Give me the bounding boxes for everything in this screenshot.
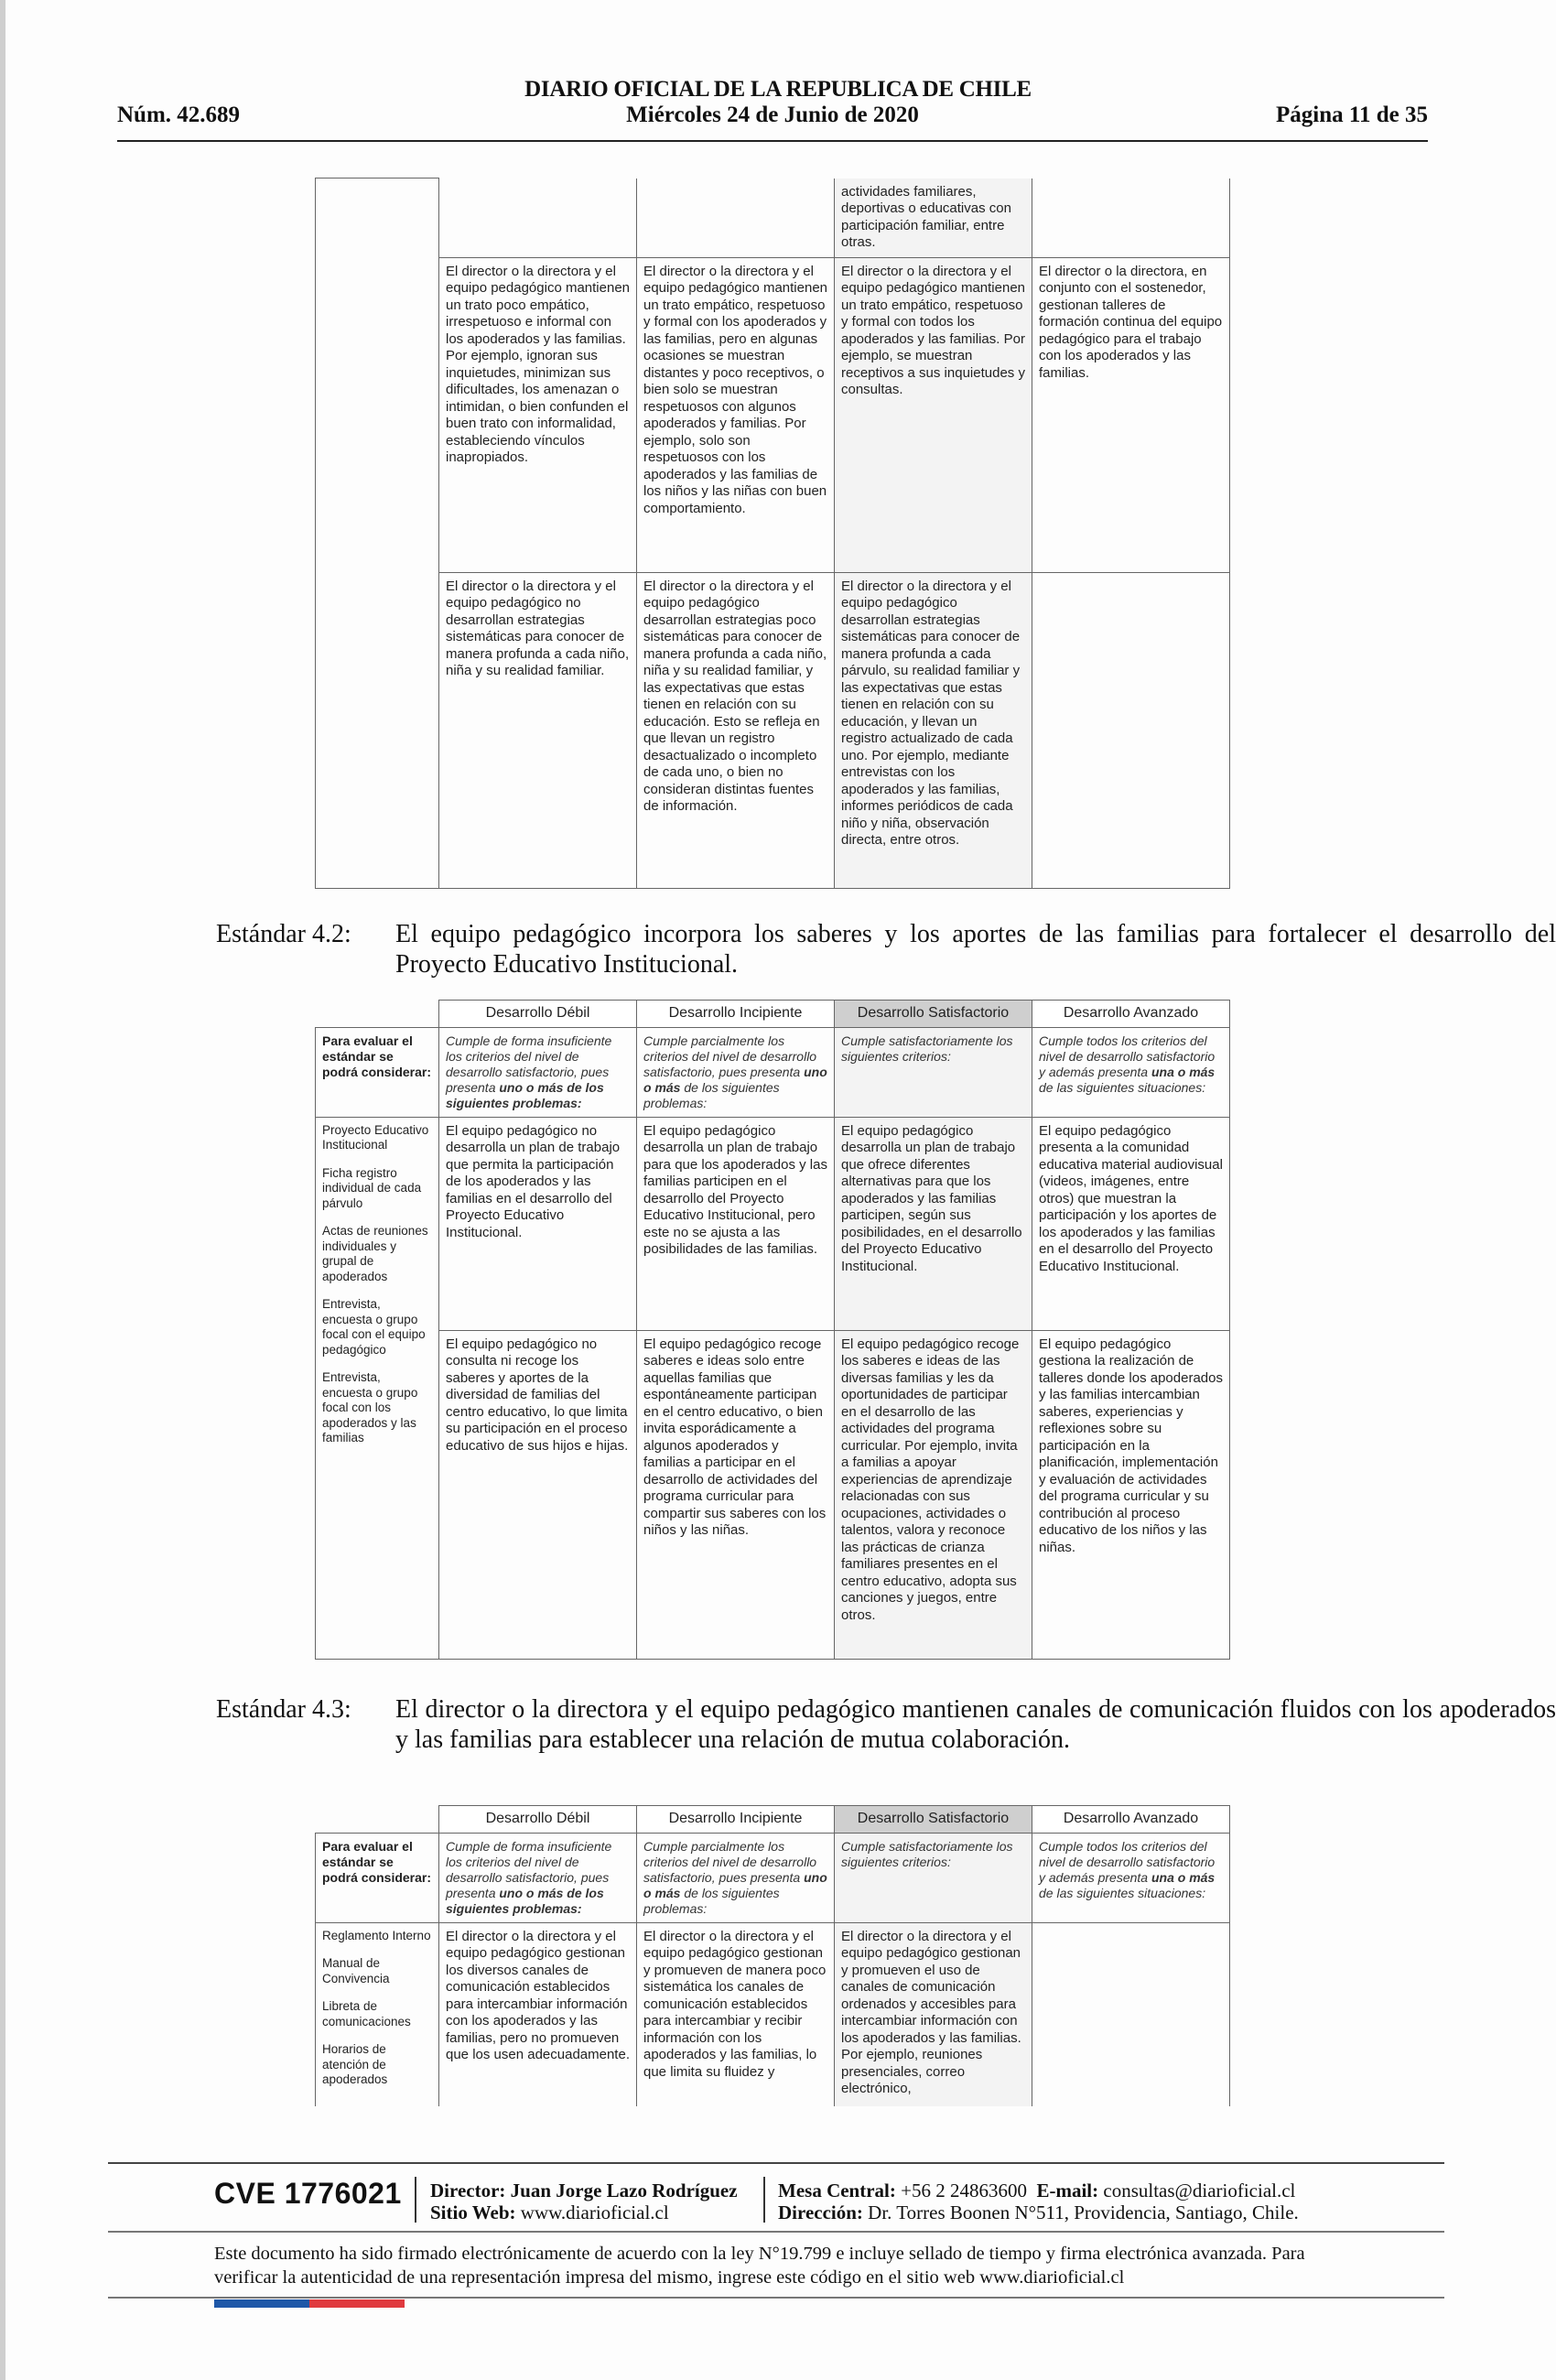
website-link[interactable]: www.diarioficial.cl (520, 2202, 669, 2223)
legal-notice: Este documento ha sido firmado electrónicamente de acuerdo con la ley N°19.799 e incluye sellado de tiempo y firma electrónica avanzada. Para verificar la autenticidad de una representación impresa del mismo, ingrese este código en el sitio web www.diarioficial.cl (214, 2244, 1305, 2288)
criteria-avanzado: Cumple todos los criterios del nivel de desarrollo satisfactorio y además presenta una o más de las siguientes situaciones: (1032, 1833, 1230, 1922)
level-header-satisfactorio: Desarrollo Satisfactorio (835, 1001, 1032, 1028)
table-cell (1032, 572, 1230, 888)
criteria-row (316, 1027, 1230, 1117)
criteria-debil: Cumple de forma insuficiente los criterios del nivel de desarrollo satisfactorio, pues presenta uno o más de los siguientes problemas: (439, 1833, 637, 1922)
table-cell: El director o la directora y el equipo pedagógico mantienen un trato empático, respetuoso y formal con los apoderados y las familias, pero en algunas ocasiones se muestran distantes y poco receptivos, o bien solo se muestran respetuosos con algunos apoderados y familias. Por ejemplo, solo son respetuosos con los apoderados y las familias de los niños y las niñas con buen comportamiento. (637, 257, 835, 572)
footer-separator (763, 2177, 765, 2223)
source-item: Manual de Convivencia (322, 1956, 390, 1985)
source-item: Horarios de atención de apoderados (322, 2042, 388, 2086)
footer-rule (108, 2297, 1444, 2299)
table-cell: El director o la directora y el equipo pedagógico mantienen un trato poco empático, irrespetuoso e informal con los apoderados y las familias. Por ejemplo, ignoran sus inquietudes, minimizan sus dificultades, los amenazan o intimidan, o bien confunden el buen trato con informalidad, estableciendo vínculos inapropiados. (439, 257, 637, 572)
table-cell (439, 178, 637, 258)
level-header-debil: Desarrollo Débil (439, 1001, 637, 1028)
criteria-incipiente: Cumple parcialmente los criterios del nivel de desarrollo satisfactorio, pues presenta uno o más de los siguientes problemas: (637, 1027, 835, 1117)
table-cell: El director o la directora y el equipo pedagógico mantienen un trato empático, respetuoso y formal con todos los apoderados y las familias. Por ejemplo, se muestran receptivos a sus inquietudes y consultas. (835, 257, 1032, 572)
table-row (316, 1922, 1230, 2106)
table-row (316, 178, 1230, 258)
scan-edge (0, 0, 5, 2380)
source-item: Proyecto Educativo Institucional (322, 1122, 429, 1152)
criteria-debil: Cumple de forma insuficiente los criterios del nivel de desarrollo satisfactorio, pues presenta uno o más de los siguientes problemas: (439, 1027, 637, 1117)
evidence-sources (316, 1922, 439, 2106)
issue-date: Miércoles 24 de Junio de 2020 (626, 103, 919, 127)
table-cell: El equipo pedagógico gestiona la realización de talleres donde los apoderados y las familias intercambian saberes, experiencias y reflexiones sobre su participación en la planificación, implementación y evaluación de actividades del programa curricular y su contribución al proceso educativo de los niños y las niñas. (1032, 1330, 1230, 1659)
cve-code: CVE 1776021 (214, 2177, 402, 2210)
evidence-sources (316, 1117, 439, 1659)
level-header-avanzado: Desarrollo Avanzado (1032, 1001, 1230, 1028)
email-link[interactable]: consultas@diarioficial.cl (1103, 2180, 1296, 2202)
table-cell: El director o la directora y el equipo pedagógico gestionan los diversos canales de comunicación establecidos para intercambiar información con los apoderados y las familias, pero no promueven que los usen adecuadamente. (439, 1922, 637, 2106)
criteria-avanzado: Cumple todos los criterios del nivel de desarrollo satisfactorio y además presenta una o más de las siguientes situaciones: (1032, 1027, 1230, 1117)
table-cell: El director o la directora y el equipo pedagógico desarrollan estrategias sistemáticas para conocer de manera profunda a cada párvulo, su realidad familiar y las expectativas que estas tienen en relación con su educación, y llevan un registro actualizado de cada uno. Por ejemplo, mediante entrevistas con los apoderados y las familias, informes periódicos de cada niño y niña, observación directa, entre otros. (835, 572, 1032, 888)
table-cell: El director o la directora y el equipo pedagógico gestionan y promueven el uso de canales de comunicación ordenados y accesibles para intercambiar información con los apoderados y las familias. Por ejemplo, reuniones presenciales, correo electrónico, (835, 1922, 1032, 2106)
table-row (316, 257, 1230, 572)
table-cell: El equipo pedagógico presenta a la comunidad educativa material audiovisual (videos, imágenes, entre otros) que muestran la participación y los aportes de los apoderados y las familias en el desarrollo del Proyecto Educativo Institucional. (1032, 1117, 1230, 1330)
newspaper-title: DIARIO OFICIAL DE LA REPUBLICA DE CHILE (524, 77, 1032, 102)
blank-header (316, 1806, 439, 1834)
issue-number: Núm. 42.689 (117, 103, 241, 127)
table-cell: El director o la directora y el equipo pedagógico desarrollan estrategias poco sistemáticas para conocer de manera profunda a cada niño, niña y su realidad familiar, y las expectativas que estas tienen en relación con su educación. Esto se refleja en que llevan un registro desactualizado o incompleto de cada uno, o bien no consideran distintas fuentes de información. (637, 572, 835, 888)
level-header-row (316, 1001, 1230, 1028)
criteria-incipiente: Cumple parcialmente los criterios del nivel de desarrollo satisfactorio, pues presenta uno o más de los siguientes problemas: (637, 1833, 835, 1922)
consider-label: Para evaluar el estándar se podrá considerar: (316, 1833, 439, 1922)
consider-label: Para evaluar el estándar se podrá considerar: (316, 1027, 439, 1117)
footer-rule (108, 2162, 1444, 2164)
source-item: Reglamento Interno (322, 1928, 431, 1942)
source-item: Ficha registro individual de cada párvulo (322, 1165, 422, 1210)
table-cell: El equipo pedagógico desarrolla un plan de trabajo para que los apoderados y las familias participen en el desarrollo del Proyecto Educativo Institucional, pero este no se ajusta a las posibilidades de las familias. (637, 1117, 835, 1330)
table-cell: El director o la directora y el equipo pedagógico no desarrollan estrategias sistemáticas para conocer de manera profunda a cada niño, niña y su realidad familiar. (439, 572, 637, 888)
standard-4-3-table (315, 1805, 1230, 2106)
blank-header (316, 1001, 439, 1028)
standard-4-2-table (315, 1000, 1230, 1660)
level-header-debil: Desarrollo Débil (439, 1806, 637, 1834)
table-cell: El equipo pedagógico recoge los saberes e ideas de las diversas familias y les da oportunidades de participar en el desarrollo de las actividades del programa curricular. Por ejemplo, invita a familias a apoyar experiencias de aprendizaje relacionadas con sus ocupaciones, actividades o talentos, valora y reconoce las prácticas de crianza familiares presentes en el centro educativo, adopta sus canciones y juegos, entre otros. (835, 1330, 1032, 1659)
table-cell: El equipo pedagógico desarrolla un plan de trabajo que ofrece diferentes alternativas para que los apoderados y las familias participen, según sus posibilidades, en el desarrollo del Proyecto Educativo Institucional. (835, 1117, 1032, 1330)
standard-label: Estándar 4.2: (216, 920, 351, 948)
criteria-satisfactorio: Cumple satisfactoriamente los siguientes criterios: (835, 1833, 1032, 1922)
table-cell: El director o la directora, en conjunto con el sostenedor, gestionan talleres de formación continua del equipo pedagógico para el trabajo con los apoderados y las familias. (1032, 257, 1230, 572)
source-item: Actas de reuniones individuales y grupal de apoderados (322, 1224, 428, 1283)
standard-text: El equipo pedagógico incorpora los saberes y los aportes de las familias para fortalecer el desarrollo del Proyecto Educativo Institucional. (395, 920, 1556, 979)
level-header-incipiente: Desarrollo Incipiente (637, 1001, 835, 1028)
flag-stripe-red (309, 2299, 405, 2308)
level-header-satisfactorio: Desarrollo Satisfactorio (835, 1806, 1032, 1834)
standard-label: Estándar 4.3: (216, 1695, 351, 1724)
level-header-incipiente: Desarrollo Incipiente (637, 1806, 835, 1834)
table-cell: El equipo pedagógico recoge saberes e ideas solo entre aquellas familias que espontáneamente participan en el centro educativo, o bien invita esporádicamente a algunos apoderados y familias a participar en el desarrollo de actividades del programa curricular para compartir sus saberes con los niños y las niñas. (637, 1330, 835, 1659)
footer-separator (415, 2177, 416, 2223)
table-row (316, 1117, 1230, 1330)
standard-text: El director o la directora y el equipo pedagógico mantienen canales de comunicación fluidos con los apoderados y las familias para establecer una relación de mutua colaboración. (395, 1695, 1556, 1754)
level-header-row (316, 1806, 1230, 1834)
table-cell (637, 178, 835, 258)
level-header-avanzado: Desarrollo Avanzado (1032, 1806, 1230, 1834)
criteria-satisfactorio: Cumple satisfactoriamente los siguientes criterios: (835, 1027, 1032, 1117)
criteria-row (316, 1833, 1230, 1922)
table-row (316, 572, 1230, 888)
table-row (316, 1330, 1230, 1659)
footer-director-block: Director: Juan Jorge Lazo Rodríguez Sitio Web: www.diarioficial.cl (430, 2180, 738, 2223)
source-item: Entrevista, encuesta o grupo focal con los apoderados y las familias (322, 1370, 418, 1444)
table-cell: actividades familiares, deportivas o educativas con participación familiar, entre otras. (835, 178, 1032, 258)
standard-4-1-table-continuation (315, 178, 1230, 889)
sources-cell (316, 178, 439, 889)
footer-rule (108, 2231, 1444, 2233)
header-rule (117, 140, 1428, 142)
flag-stripe-blue (214, 2299, 309, 2308)
table-cell: El director o la directora y el equipo pedagógico gestionan y promueven de manera poco sistemática los canales de comunicación establecidos para intercambiar y recibir información con los apoderados y las familias, lo que limita su fluidez y (637, 1922, 835, 2106)
table-cell (1032, 178, 1230, 258)
table-cell: El equipo pedagógico no consulta ni recoge los saberes y aportes de la diversidad de familias del centro educativo, lo que limita su participación en el proceso educativo de sus hijos e hijas. (439, 1330, 637, 1659)
table-cell: El equipo pedagógico no desarrolla un plan de trabajo que permita la participación de los apoderados y las familias en el desarrollo del Proyecto Educativo Institucional. (439, 1117, 637, 1330)
footer-contact-block: Mesa Central: +56 2 24863600 E-mail: consultas@diarioficial.cl Dirección: Dr. Torres Boonen N°511, Providencia, Santiago, Chile. (778, 2180, 1299, 2223)
source-item: Libreta de comunicaciones (322, 1999, 411, 2028)
source-item: Entrevista, encuesta o grupo focal con el equipo pedagógico (322, 1297, 426, 1357)
table-cell (1032, 1922, 1230, 2106)
page-number: Página 11 de 35 (1276, 103, 1428, 127)
